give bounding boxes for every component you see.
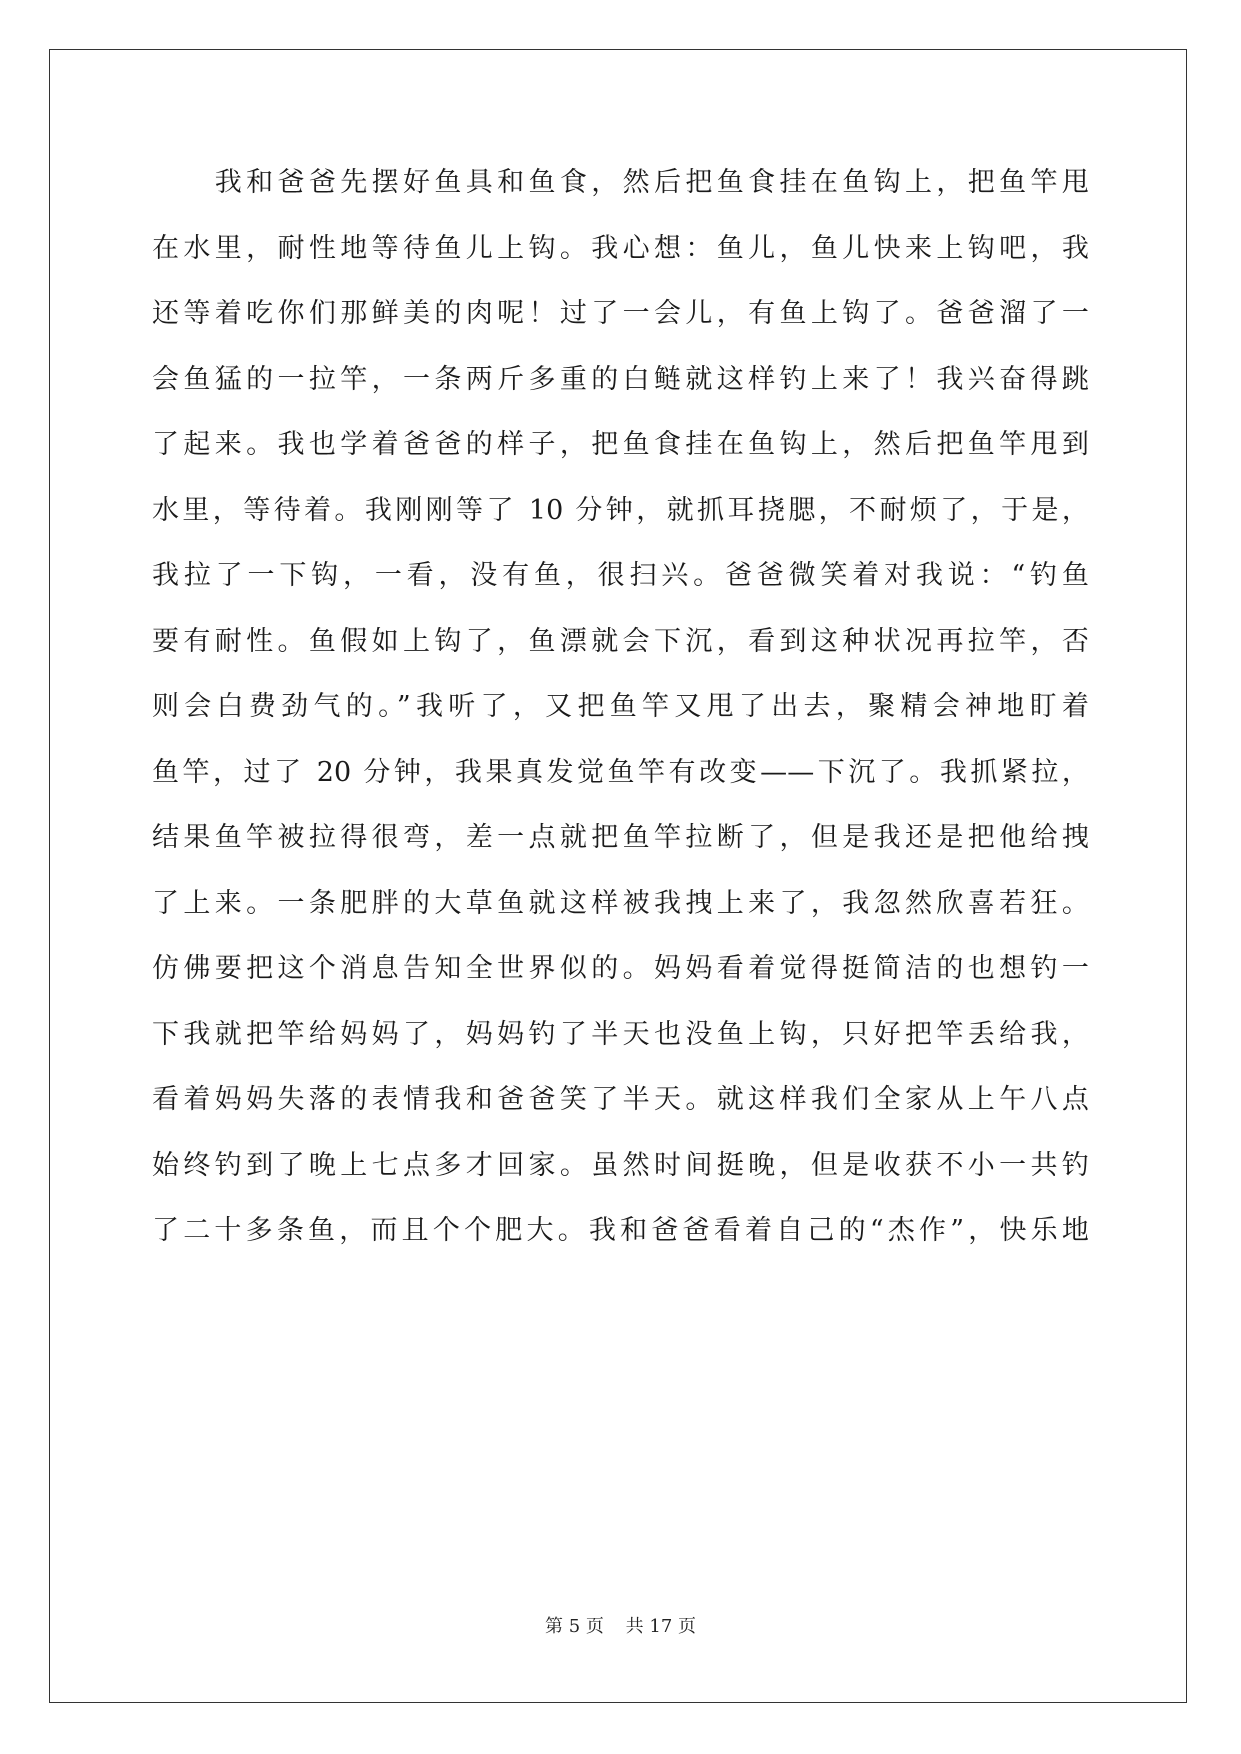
text-line: 始终钓到了晚上七点多才回家。虽然时间挺晚，但是收获不小一共钓	[152, 1149, 1089, 1181]
text-line: 则会白费劲气的。”我听了，又把鱼竿又甩了出去，聚精会神地盯着	[152, 691, 1089, 722]
text-line: 了起来。我也学着爸爸的样子，把鱼食挂在鱼钩上，然后把鱼竿甩到	[152, 429, 1089, 460]
text-line: 了二十多条鱼，而且个个肥大。我和爸爸看着自己的“杰作”，快乐地	[152, 1215, 1089, 1246]
text-line: 我和爸爸先摆好鱼具和鱼食，然后把鱼食挂在鱼钩上，把鱼竿甩	[152, 167, 1089, 198]
text-line: 我拉了一下钩，一看，没有鱼，很扫兴。爸爸微笑着对我说：“钓鱼	[152, 560, 1089, 591]
text-line: 鱼竿，过了 20 分钟，我果真发觉鱼竿有改变——下沉了。我抓紧拉，	[152, 756, 1089, 788]
text-line: 还等着吃你们那鲜美的肉呢！过了一会儿，有鱼上钩了。爸爸溜了一	[152, 298, 1089, 329]
page-footer	[0, 1612, 1241, 1638]
text-line: 会鱼猛的一拉竿，一条两斤多重的白鲢就这样钓上来了！我兴奋得跳	[152, 363, 1089, 395]
text-line: 在水里，耐性地等待鱼儿上钩。我心想：鱼儿，鱼儿快来上钩吧，我	[152, 232, 1089, 264]
text-line: 要有耐性。鱼假如上钩了，鱼漂就会下沉，看到这种状况再拉竿，否	[152, 625, 1089, 657]
total-pages: 共 17 页	[625, 1616, 696, 1637]
text-line: 了上来。一条肥胖的大草鱼就这样被我拽上来了，我忽然欣喜若狂。	[152, 887, 1089, 919]
current-page-number: 第 5 页	[545, 1616, 604, 1637]
body-text	[152, 160, 1089, 1274]
text-line: 水里，等待着。我刚刚等了 10 分钟，就抓耳挠腮，不耐烦了，于是，	[152, 494, 1089, 526]
text-line: 下我就把竿给妈妈了，妈妈钓了半天也没鱼上钩，只好把竿丢给我，	[152, 1018, 1089, 1050]
text-line: 看着妈妈失落的表情我和爸爸笑了半天。就这样我们全家从上午八点	[152, 1084, 1089, 1115]
text-line: 仿佛要把这个消息告知全世界似的。妈妈看着觉得挺简洁的也想钓一	[152, 953, 1089, 984]
text-line: 结果鱼竿被拉得很弯，差一点就把鱼竿拉断了，但是我还是把他给拽	[152, 822, 1089, 853]
